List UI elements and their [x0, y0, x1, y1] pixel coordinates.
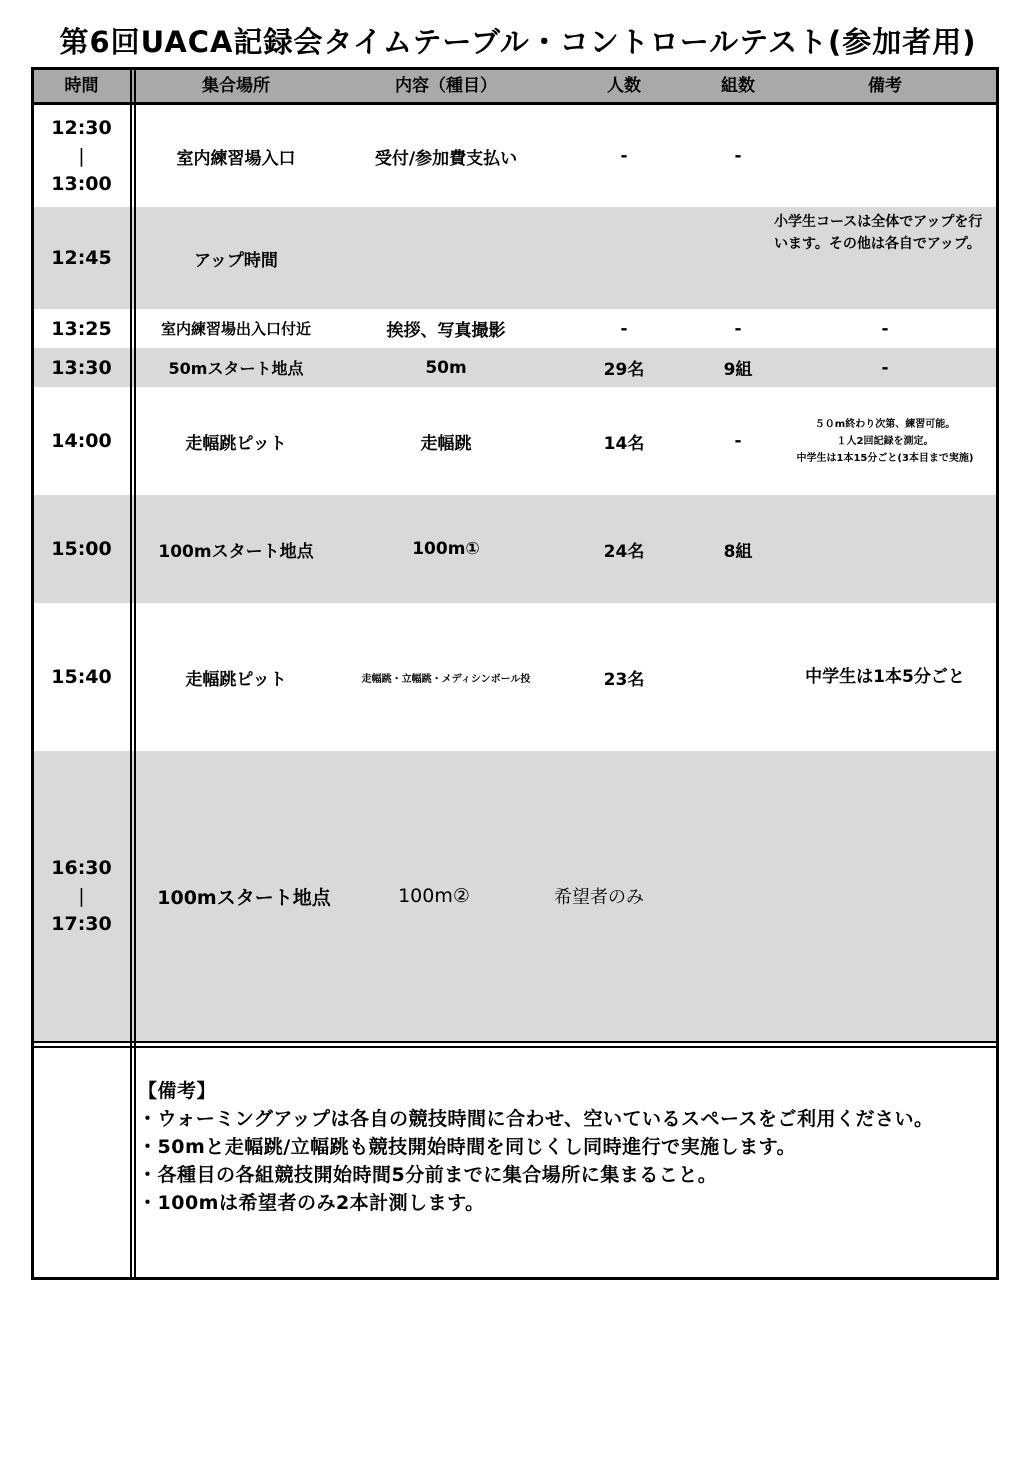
- column-divider: [130, 70, 132, 1277]
- groups-cell: 9組: [723, 360, 753, 380]
- remarks-line: ・各種目の各組競技開始時間5分前までに集合場所に集まること。: [138, 1164, 718, 1186]
- table-row: [34, 207, 996, 309]
- table-row: [34, 309, 996, 348]
- page-title: 第6回UACA記録会タイムテーブル・コントロールテスト(参加者用): [59, 25, 977, 59]
- note-line: 中学生は1本15分ごと(3本目まで実施): [796, 452, 974, 464]
- table-row: [34, 751, 996, 1041]
- place-cell: 100mスタート地点: [157, 886, 331, 909]
- content-cell: 受付/参加費支払い: [374, 148, 518, 169]
- place-cell: アップ時間: [194, 250, 278, 271]
- groups-cell: -: [734, 318, 742, 339]
- people-cell: -: [620, 146, 628, 166]
- content-cell: 100m②: [398, 885, 470, 907]
- time-start: 12:30: [51, 117, 112, 139]
- column-divider: [134, 70, 136, 1277]
- time-cell: 15:00: [51, 538, 112, 560]
- note-line: １人2回記録を測定。: [836, 435, 934, 447]
- time-end: 13:00: [51, 173, 112, 195]
- content-cell: 挨拶、写真撮影: [386, 321, 506, 341]
- people-cell: 24名: [603, 541, 645, 562]
- notes-cell: [774, 495, 996, 603]
- time-cell: 14:00: [51, 430, 112, 452]
- table-row: [34, 387, 996, 495]
- notes-cell: [774, 387, 996, 495]
- notes-cell: 中学生は1本5分ごと: [805, 667, 965, 687]
- section-divider: [34, 1041, 996, 1048]
- content-cell: 走幅跳: [420, 433, 472, 454]
- remarks-line: ・ウォーミングアップは各自の競技時間に合わせ、空いているスペースをご利用ください。: [138, 1108, 934, 1130]
- people-cell: 14名: [603, 433, 645, 454]
- table-row: [34, 105, 996, 207]
- place-cell: 室内練習場入口: [176, 148, 296, 169]
- header-notes: 備考: [868, 76, 902, 96]
- time-cell: [34, 751, 129, 1041]
- time-cell: 13:25: [51, 317, 112, 340]
- table-header: [34, 70, 996, 105]
- remarks-heading: 【備考】: [138, 1080, 217, 1102]
- header-time: 時間: [64, 76, 99, 96]
- place-cell: 走幅跳ピット: [185, 433, 287, 454]
- remarks-line: ・50mと走幅跳/立幅跳も競技開始時間を同じくし同時進行で実施します。: [138, 1136, 797, 1158]
- header-people: 人数: [607, 76, 641, 96]
- people-cell: 希望者のみ: [554, 887, 644, 908]
- groups-cell: 8組: [723, 541, 753, 562]
- groups-cell: -: [734, 431, 742, 451]
- notes-cell: [774, 751, 996, 1041]
- people-cell: 23名: [603, 669, 645, 690]
- time-start: 16:30: [51, 857, 112, 879]
- content-cell: [336, 207, 556, 309]
- time-separator: |: [78, 145, 85, 167]
- people-cell: 29名: [603, 360, 645, 380]
- remarks-section: [138, 1077, 988, 1217]
- timetable: [31, 67, 999, 1280]
- remarks-line: ・100mは希望者のみ2本計測します。: [138, 1192, 485, 1214]
- content-cell: 50m: [425, 357, 467, 378]
- time-cell: [34, 105, 129, 207]
- note-line: ５０m終わり次第、練習可能。: [814, 418, 956, 430]
- time-cell: 13:30: [51, 356, 112, 379]
- time-end: 17:30: [51, 913, 112, 935]
- header-content: 内容（種目）: [395, 76, 497, 96]
- header-groups: 組数: [721, 76, 755, 96]
- time-separator: |: [78, 885, 85, 907]
- notes-cell: -: [881, 318, 889, 339]
- place-cell: 室内練習場出入口付近: [160, 320, 311, 338]
- time-cell: 12:45: [51, 247, 112, 269]
- time-cell: 15:40: [51, 666, 112, 688]
- table-row: [34, 603, 996, 751]
- content-cell: 100m①: [412, 539, 480, 559]
- notes-cell: -: [881, 357, 889, 378]
- header-place: 集合場所: [202, 76, 270, 96]
- notes-cell: [774, 105, 996, 207]
- place-cell: 50mスタート地点: [168, 359, 304, 378]
- notes-cell: 小学生コースは全体でアップを行います。その他は各自でアップ。: [774, 214, 983, 252]
- place-cell: 100mスタート地点: [158, 541, 314, 562]
- table-row: [34, 348, 996, 387]
- table-row: [34, 495, 996, 603]
- people-cell: -: [620, 318, 628, 339]
- place-cell: 走幅跳ピット: [185, 669, 287, 690]
- groups-cell: -: [734, 146, 742, 166]
- content-cell: 走幅跳・立幅跳・メディシンボール投: [361, 673, 531, 685]
